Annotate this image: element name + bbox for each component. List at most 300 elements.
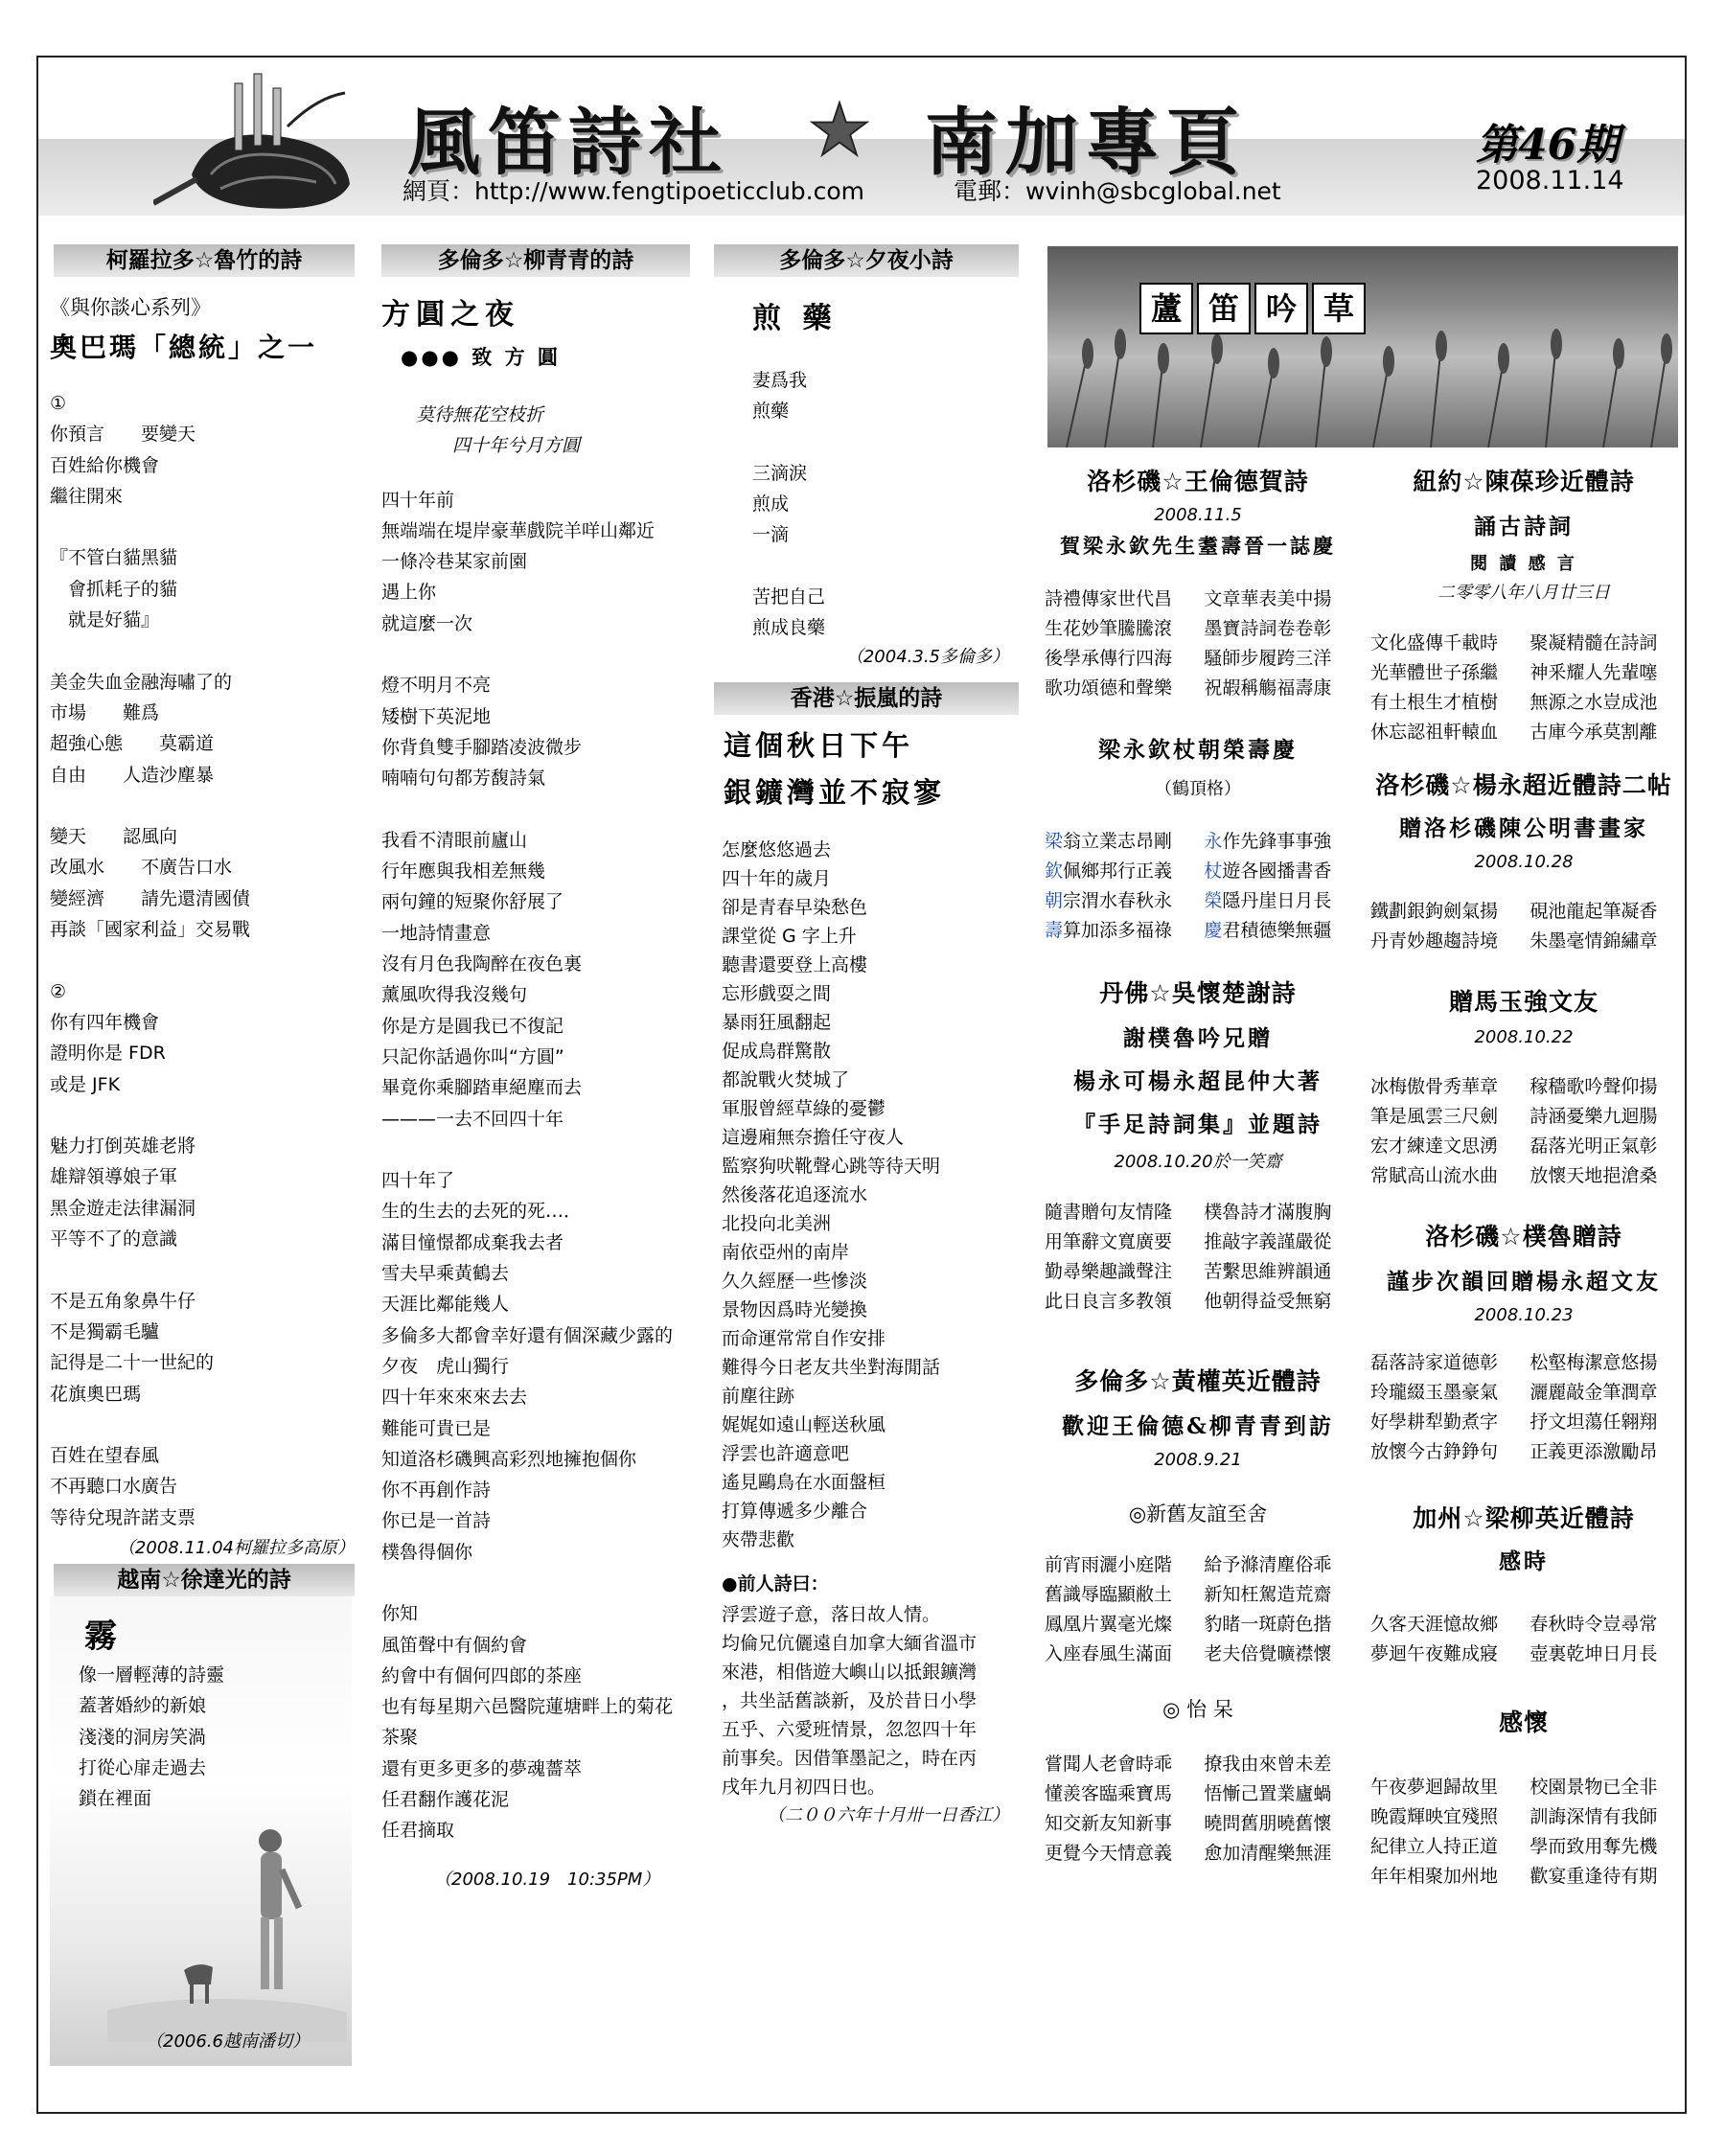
verse-text: 遊各國播書香 <box>1222 860 1332 882</box>
verse-line: 抒文坦蕩任翱翔 <box>1530 1411 1658 1433</box>
banner-char: 笛 <box>1197 283 1251 334</box>
poem-line: 你是方是圓我已不復記 <box>381 1015 564 1037</box>
poem-line: 然後落花追逐流水 <box>722 1183 868 1205</box>
verse-line: 文章華表美中揚 <box>1204 588 1332 609</box>
poem-line: 百姓給你機會 <box>50 454 160 476</box>
verse-line: 休忘認祖軒轅血 <box>1370 722 1499 743</box>
poem-line: 打從心扉走過去 <box>79 1756 207 1778</box>
poem-line: 聽書還要登上高樓 <box>722 953 868 975</box>
poem-line: 就是好貓』 <box>50 609 160 631</box>
verse-line: 歡宴重逢待有期 <box>1530 1866 1658 1887</box>
verse-line: 磊落光明正氣彰 <box>1530 1135 1658 1157</box>
verse-line <box>1045 827 1192 857</box>
verse-line: 豹睹一斑蔚色揩 <box>1204 1614 1332 1635</box>
poem-line: 等待兌現許諾支票 <box>50 1506 196 1528</box>
verse-couplet <box>1370 1102 1677 1132</box>
verse-line: 歌功頌德和聲樂 <box>1045 677 1173 699</box>
section-title: 感懷 <box>1498 1709 1549 1736</box>
verse-couplet <box>1045 585 1351 614</box>
poem-body <box>381 485 690 1846</box>
poem-line: 花旗奧巴瑪 <box>50 1383 142 1405</box>
verse-couplet <box>1370 1640 1677 1669</box>
verse-line: 古庫今承莫割離 <box>1530 722 1658 743</box>
poem-line <box>381 639 690 670</box>
poem-line: 四十年來來來去去 <box>381 1387 528 1409</box>
poem2-title-line-1: 這個秋日下午 <box>724 728 914 762</box>
verse-block <box>1370 1610 1677 1669</box>
section-subtitle: 感時 <box>1499 1548 1549 1574</box>
section-subtitle: 賀梁永欽先生耋壽晉一誌慶 <box>1060 534 1336 558</box>
verse-line: 紀律立人持正道 <box>1370 1836 1499 1857</box>
poem-line: 約會中有個何四郎的茶座 <box>381 1664 583 1686</box>
beach-walker-image <box>107 1802 347 2042</box>
section-subtitle: 楊永可楊永超昆仲大著 <box>1073 1068 1322 1094</box>
column-2 <box>381 244 690 2094</box>
series-label: 《與你談心系列》 <box>50 296 211 319</box>
note-line: ，共坐話舊談新，及於昔日小學 <box>722 1689 978 1711</box>
verse-line: 推敲字義謹嚴從 <box>1204 1231 1332 1252</box>
verse-line <box>1204 857 1351 886</box>
part-title: ◎ 怡 呆 <box>1162 1698 1233 1721</box>
poem-line: 證明你是 FDR <box>50 1043 166 1065</box>
poem-line: 再談「國家利益」交易戰 <box>50 919 251 941</box>
verse-couplet <box>1370 1072 1677 1102</box>
poem-line: 會抓耗子的貓 <box>50 578 178 600</box>
poem-line: 娓娓如遠山輕送秋風 <box>722 1413 886 1435</box>
poem-line: 行年應與我相差無幾 <box>381 860 546 883</box>
poem-line: 還有更多更多的夢魂薔萃 <box>381 1757 583 1779</box>
poem-line: 任君摘取 <box>381 1820 455 1842</box>
verse-couplet <box>1045 644 1351 674</box>
note-line: 五乎、六愛班情景，忽忽四十年 <box>722 1718 978 1740</box>
verse-block <box>1045 1198 1351 1317</box>
poem-line: 天涯比鄰能幾人 <box>381 1294 510 1316</box>
banner-area <box>1047 246 1678 449</box>
poem2-body <box>714 836 1019 1554</box>
verse-line: 神釆耀人先輩噻 <box>1530 662 1658 683</box>
acrostic-char: 欽 <box>1045 860 1064 882</box>
poem-line: 任君翻作護花泥 <box>381 1789 510 1811</box>
masthead-title-left: 風笛詩社 <box>407 100 729 185</box>
verse-couplet <box>1045 1750 1351 1779</box>
column-3 <box>714 244 1019 2094</box>
verse-text: 作先鋒事事強 <box>1222 831 1332 852</box>
section-subtitle: 閱 讀 感 言 <box>1470 554 1577 574</box>
verse-text: 翁立業志昂剛 <box>1063 831 1173 852</box>
poem-line: 你已是一首詩 <box>381 1510 492 1532</box>
poem-line: 蓋著婚紗的新娘 <box>79 1695 207 1717</box>
column-2-heading: 多倫多☆柳青青的詩 <box>381 244 690 277</box>
verse-couplet <box>1370 1862 1677 1892</box>
verse-line: 苦繫思維辨韻通 <box>1204 1261 1332 1282</box>
verse-line: 生花妙筆騰騰滾 <box>1045 618 1173 639</box>
verse-line: 鳳凰片翼毫光燦 <box>1045 1614 1173 1635</box>
verse-couplet <box>1370 1802 1677 1832</box>
poem-line: 打算傳遞多少離合 <box>722 1500 868 1522</box>
poem-line: 軍服曾經草綠的憂鬱 <box>722 1097 886 1119</box>
poem-line: 前塵往跡 <box>722 1385 795 1407</box>
poem-line: 魅力打倒英雄老將 <box>50 1135 196 1158</box>
verse-line: 宏才練達文思湧 <box>1370 1135 1499 1157</box>
verse-block <box>1370 1072 1677 1191</box>
poem-line: 一條冷巷某家前園 <box>381 551 528 573</box>
verse-line: 好學耕犁勤煮字 <box>1370 1411 1499 1433</box>
verse-line: 嘗聞人老會時乖 <box>1045 1754 1173 1775</box>
poem-line: 南依亞州的南岸 <box>722 1241 850 1263</box>
verse-couplet <box>1370 1408 1677 1437</box>
column-5 <box>1370 453 1677 2111</box>
poem-title: 方圓之夜 <box>381 298 519 332</box>
poem-line: 美金失血金融海嘯了的 <box>50 671 233 693</box>
note-line: 浮雲遊子意，落日故人情。 <box>722 1603 941 1625</box>
verse-line: 久客天涯憶故鄉 <box>1370 1614 1499 1635</box>
verse-couplet <box>1370 658 1677 688</box>
verse-line: 撩我由來曾未差 <box>1204 1754 1332 1775</box>
poem-line: 茶聚 <box>381 1727 419 1749</box>
verse-line: 文化盛傳千載時 <box>1370 632 1499 654</box>
section-date: 2008.10.20於一笑齋 <box>1114 1152 1282 1172</box>
verse-couplet <box>1045 674 1351 703</box>
verse-block <box>1045 827 1351 946</box>
verse-couplet <box>1370 1832 1677 1862</box>
verse-line: 墨寶詩詞卷卷彰 <box>1204 618 1332 639</box>
poem-title: 煎 藥 <box>752 302 838 335</box>
section-date: 2008.10.28 <box>1474 852 1574 872</box>
verse-text: 宗渭水春秋永 <box>1063 890 1173 911</box>
verse-line: 他朝得益受無窮 <box>1204 1291 1332 1312</box>
epigraph-line: 莫待無花空枝折 <box>416 404 544 425</box>
verse-line: 春秋時令豈尋常 <box>1530 1614 1658 1635</box>
section-date: 2008.10.23 <box>1474 1305 1574 1325</box>
acrostic-char: 朝 <box>1045 890 1064 911</box>
verse-text: 君積德樂無疆 <box>1222 920 1332 941</box>
note-line: 均倫兄伉儷遠自加拿大緬省溫市 <box>722 1632 978 1654</box>
note-signoff: （二００六年十月卅一日香江） <box>768 1804 1009 1825</box>
verse-block <box>1045 585 1351 703</box>
section-subtitle: （鶴頂格） <box>1155 779 1241 799</box>
poem-line: 課堂從 G 字上升 <box>722 925 857 947</box>
verse-couplet <box>1045 1227 1351 1257</box>
poem-line: 雪夫早乘黃鶴去 <box>381 1263 510 1285</box>
verse-line <box>1045 916 1192 946</box>
verse-line: 鐵劃銀鉤劍氣揚 <box>1370 901 1499 922</box>
verse-couplet <box>1045 886 1351 916</box>
verse-couplet <box>1045 916 1351 946</box>
verse-line: 聚凝精髓在詩詞 <box>1530 632 1658 654</box>
masthead <box>38 57 1685 220</box>
banner-title <box>1139 283 1366 334</box>
section-subtitle: 謹步次韻回贈楊永超文友 <box>1387 1269 1661 1295</box>
verse-couplet <box>1370 718 1677 747</box>
poem-line: 畢竟你乘腳踏車絕塵而去 <box>381 1077 583 1099</box>
poem-line: 你知 <box>381 1603 419 1625</box>
verse-line: 樸魯詩才滿腹胸 <box>1204 1202 1332 1223</box>
poem-line: 矮樹下英泥地 <box>381 705 492 727</box>
poem-line: 卻是青春早染愁色 <box>722 896 868 918</box>
poem-line: 忘形戲耍之間 <box>722 982 832 1004</box>
verse-line: 有土根生才植樹 <box>1370 692 1499 713</box>
verse-line <box>1045 886 1192 916</box>
poem-line: 而命運常常自作安排 <box>722 1327 886 1349</box>
section-title: 洛杉磯☆王倫德賀詩 <box>1087 468 1309 495</box>
verse-line: 午夜夢迴歸故里 <box>1370 1777 1499 1798</box>
verse-line: 丹青妙趣趨詩境 <box>1370 930 1499 952</box>
poem-line: 雄辯領導娘子軍 <box>50 1166 178 1188</box>
verse-line: 放懷天地挹滄桑 <box>1530 1165 1658 1186</box>
poem-line: 薰風吹得我沒幾句 <box>381 984 528 1006</box>
poem-line <box>50 945 355 975</box>
poem-line: 怎麼悠悠過去 <box>722 838 832 860</box>
section-title: 加州☆梁柳英近體詩 <box>1413 1504 1635 1532</box>
poem-line: 市場 難爲 <box>50 701 160 723</box>
poem-line: 變經濟 請先還清國債 <box>50 887 251 909</box>
verse-line <box>1204 916 1351 946</box>
section-title: 洛杉磯☆楊永超近體詩二帖 <box>1375 771 1672 799</box>
verse-line: 晚霞輝映宜殘照 <box>1370 1806 1499 1827</box>
section-subtitle: 贈洛杉磯陳公明書畫家 <box>1399 815 1648 841</box>
verse-line: 灑麗敲金筆潤章 <box>1530 1382 1658 1403</box>
poem-line: 知道洛杉磯興高彩烈地擁抱個你 <box>381 1448 637 1470</box>
poem-line <box>752 427 1019 458</box>
acrostic-char: 梁 <box>1045 831 1064 852</box>
poem-line <box>50 791 355 821</box>
website-link[interactable]: 網頁：http://www.fengtipoeticclub.com <box>402 177 865 205</box>
verse-line: 放懷今古錚錚句 <box>1370 1441 1499 1462</box>
verse-line: 騷師步履跨三洋 <box>1204 648 1332 669</box>
verse-line: 玲瓏綴玉墨豪氣 <box>1370 1382 1499 1403</box>
verse-line <box>1045 857 1192 886</box>
poem-line: 煎成 <box>752 493 790 516</box>
section-title: 多倫多☆黃權英近體詩 <box>1074 1367 1322 1395</box>
poem-line: 北投向北美洲 <box>722 1212 832 1234</box>
poem-line: 記得是二十一世紀的 <box>50 1352 215 1374</box>
poem-line: 沒有月色我陶醉在夜色裏 <box>381 953 583 975</box>
verse-block <box>1370 1773 1677 1892</box>
verse-line: 詩禮傳家世代昌 <box>1045 588 1173 609</box>
section-title: 丹佛☆吳懷楚謝詩 <box>1099 979 1297 1007</box>
poem-line: 暴雨狂風翻起 <box>722 1011 832 1033</box>
verse-line: 無源之水豈成池 <box>1530 692 1658 713</box>
verse-line: 悟慚己置業廬蝸 <box>1204 1783 1332 1804</box>
verse-couplet <box>1045 1839 1351 1869</box>
star-icon <box>810 100 869 159</box>
acrostic-char: 榮 <box>1204 890 1223 911</box>
verse-couplet <box>1045 827 1351 857</box>
poem-line: 滿目憧憬都成棄我去者 <box>381 1231 564 1253</box>
acrostic-char: 慶 <box>1204 920 1223 941</box>
verse-line: 勤尋樂趣識聲注 <box>1045 1261 1173 1282</box>
epigraph-line: 四十年兮月方圓 <box>416 435 581 457</box>
poem-line: 四十年了 <box>381 1170 455 1192</box>
verse-line: 新知枉駕造荒齋 <box>1204 1584 1332 1605</box>
verse-line: 前宵雨灑小庭階 <box>1045 1554 1173 1575</box>
verse-line: 入座春風生滿面 <box>1045 1643 1173 1664</box>
verse-text: 算加添多福祿 <box>1063 920 1173 941</box>
note-heading: ●前人詩曰： <box>722 1572 829 1594</box>
poem-line <box>50 1254 355 1285</box>
poem-line: 促成鳥群驚散 <box>722 1040 832 1062</box>
verse-text: 隱丹崖日月長 <box>1222 890 1332 911</box>
section-date: 2008.11.5 <box>1154 505 1242 525</box>
poem-line: 無端端在堤岸豪華戲院羊咩山鄰近 <box>381 519 656 541</box>
poem-body <box>50 388 355 1533</box>
section-title: 梁永欽杖朝榮壽慶 <box>1098 737 1298 763</box>
poem-line: 景物因爲時光變換 <box>722 1298 868 1320</box>
note-line: 戌年九月初四日也。 <box>722 1776 886 1798</box>
verse-line: 年年相聚加州地 <box>1370 1866 1499 1887</box>
note-line: 來港，相偕遊大嶼山以抵銀鑛灣 <box>722 1661 978 1683</box>
issue-date: 2008.11.14 <box>1476 166 1624 195</box>
verse-line: 磊落詩家道德彰 <box>1370 1352 1499 1373</box>
verse-couplet <box>1045 1640 1351 1669</box>
verse-line: 後學承傳行四海 <box>1045 648 1173 669</box>
banner-char: 吟 <box>1254 283 1308 334</box>
poem-line: 喃喃句句都芳馥詩氣 <box>381 768 546 790</box>
fog-poem-body <box>79 1660 224 1814</box>
note-body <box>714 1600 1019 1801</box>
section-title: 洛杉磯☆樸魯贈詩 <box>1425 1223 1622 1250</box>
poem-line: 改風水 不廣告口水 <box>50 857 233 879</box>
verse-line: 筆是風雲三尺劍 <box>1370 1106 1499 1127</box>
poem-line: ① <box>50 393 67 414</box>
poem-line <box>50 1100 355 1131</box>
poem-line: 平等不了的意識 <box>50 1228 178 1250</box>
verse-line: 知交新友知新事 <box>1045 1813 1173 1834</box>
section-date: 二零零八年八月廿三日 <box>1438 583 1610 603</box>
verse-line: 訓誨深情有我師 <box>1530 1806 1658 1827</box>
poem-line: 就這麼一次 <box>381 612 473 634</box>
verse-text: 佩鄉邦行正義 <box>1063 860 1173 882</box>
verse-line: 稼穡歌吟聲仰揚 <box>1530 1076 1658 1097</box>
poem-line: 你有四年機會 <box>50 1011 160 1033</box>
poem-line: 不是五角象鼻牛仔 <box>50 1290 196 1312</box>
poem-line <box>381 1568 690 1598</box>
poem-line: 不是獨霸毛驢 <box>50 1320 160 1342</box>
verse-line: 朱墨毫情錦繡章 <box>1530 930 1658 952</box>
poem-dedication: ●●● 致 方 圓 <box>401 346 561 369</box>
poem-line: 妻爲我 <box>752 370 808 391</box>
section-title: 紐約☆陳葆珍近體詩 <box>1413 468 1635 495</box>
verse-couplet <box>1045 1198 1351 1227</box>
verse-block <box>1370 897 1677 956</box>
poem-line: 一地詩情畫意 <box>381 922 492 944</box>
verse-couplet <box>1045 1287 1351 1317</box>
poem-body <box>714 365 1019 644</box>
verse-couplet <box>1370 1132 1677 1161</box>
verse-line: 松壑梅潔意悠揚 <box>1530 1352 1658 1373</box>
verse-couplet <box>1370 1610 1677 1640</box>
verse-line: 詩涵憂樂九迴腸 <box>1530 1106 1658 1127</box>
acrostic-char: 壽 <box>1045 920 1064 941</box>
wheat-field-image <box>1047 246 1678 447</box>
acrostic-char: 杖 <box>1204 860 1223 882</box>
poem-line: 四十年的歲月 <box>722 867 832 889</box>
verse-couplet <box>1370 1161 1677 1191</box>
poem-line: 也有每星期六邑醫院蓮塘畔上的菊花 <box>381 1696 674 1718</box>
poem-line: 自由 人造沙塵暴 <box>50 764 215 786</box>
verse-couplet <box>1370 1378 1677 1408</box>
poem-line: 燈不明月不亮 <box>381 675 492 697</box>
poem-line <box>50 512 355 542</box>
verse-line: 學而致用奪先機 <box>1530 1836 1658 1857</box>
verse-line: 壺裏乾坤日月長 <box>1530 1643 1658 1664</box>
verse-line: 給予滌清塵俗乖 <box>1204 1554 1332 1575</box>
poem-title: 奧巴瑪「總統」之一 <box>50 332 318 363</box>
reed-flute-banner <box>1047 246 1678 447</box>
page-frame <box>36 56 1687 2114</box>
verse-line: 更覺今天情意義 <box>1045 1843 1173 1864</box>
poem-line: 煎藥 <box>752 401 790 423</box>
poem-line: 難能可貴已是 <box>381 1417 492 1439</box>
verse-couplet <box>1370 927 1677 956</box>
verse-couplet <box>1045 1809 1351 1839</box>
verse-line: 用筆辭文寬廣要 <box>1045 1231 1173 1252</box>
verse-line: 常賦高山流水曲 <box>1370 1165 1499 1186</box>
verse-couplet <box>1045 1610 1351 1640</box>
verse-block <box>1370 629 1677 747</box>
poem-line: 變天 認風向 <box>50 826 178 848</box>
poem-line: 只記你話過你叫“方圓” <box>381 1045 564 1067</box>
poem-line: 多倫多大都會幸好還有個深藏少露的 <box>381 1324 674 1346</box>
section-title: 贈馬玉強文友 <box>1448 988 1598 1016</box>
verse-line: 正義更添激勵昂 <box>1530 1441 1658 1462</box>
poem-line: 你背負雙手腳踏凌波微步 <box>381 736 583 758</box>
poem-line: ② <box>50 980 67 1002</box>
poem-line: 或是 JFK <box>50 1073 121 1095</box>
verse-line: 光華體世子孫繼 <box>1370 662 1499 683</box>
issue-number: 第46期 <box>1476 121 1620 170</box>
verse-line: 曉問舊朋曉舊懷 <box>1204 1813 1332 1834</box>
poem-line: 兩句鐘的短聚你舒展了 <box>381 891 564 913</box>
verse-couplet <box>1045 614 1351 644</box>
verse-line <box>1204 886 1351 916</box>
poem-line: 繼往開來 <box>50 485 124 507</box>
poem-line: 夕夜 虎山獨行 <box>381 1355 510 1377</box>
poem-line <box>381 1135 690 1165</box>
column-1-heading: 柯羅拉多☆魯竹的詩 <box>54 244 355 277</box>
poem-line: 遇上你 <box>381 582 437 604</box>
banner-char: 草 <box>1312 283 1366 334</box>
section-date: 2008.9.21 <box>1154 1450 1242 1470</box>
verse-couplet <box>1370 629 1677 658</box>
poem-line: 樸魯得個你 <box>381 1541 473 1563</box>
poem-line: 苦把自己 <box>752 586 826 608</box>
poem-line <box>752 551 1019 582</box>
column-1 <box>50 244 355 2094</box>
poem-line: 都說戰火焚城了 <box>722 1068 850 1090</box>
verse-block <box>1045 1550 1351 1669</box>
column-4 <box>1045 453 1351 2111</box>
poem-line: 百姓在望春風 <box>50 1445 160 1467</box>
poem-signoff: （2004.3.5多倫多） <box>845 646 1009 667</box>
verse-line: 舊識辱臨顯敝土 <box>1045 1584 1173 1605</box>
poem-line: 煎成良藥 <box>752 617 826 639</box>
verse-line: 懂羨客臨乘寶馬 <box>1045 1783 1173 1804</box>
banner-char: 蘆 <box>1139 283 1193 334</box>
verse-block <box>1370 1348 1677 1467</box>
verse-line: 隨書贈句友情隆 <box>1045 1202 1173 1223</box>
verse-couplet <box>1045 857 1351 886</box>
poem-line <box>50 635 355 666</box>
verse-couplet <box>1370 1348 1677 1378</box>
fog-poem-title: 霧 <box>84 1617 117 1656</box>
poem-line: 一滴 <box>752 524 790 546</box>
poem-epigraph <box>381 400 690 462</box>
poem-signoff: （2008.10.19 10:35PM） <box>434 1869 660 1890</box>
poem-line: 黑金遊走法律漏洞 <box>50 1197 196 1219</box>
poem2-title-line-2: 銀鑛灣並不寂寥 <box>724 775 946 809</box>
email-link[interactable]: 電郵：wvinh@sbcglobal.net <box>954 177 1281 205</box>
